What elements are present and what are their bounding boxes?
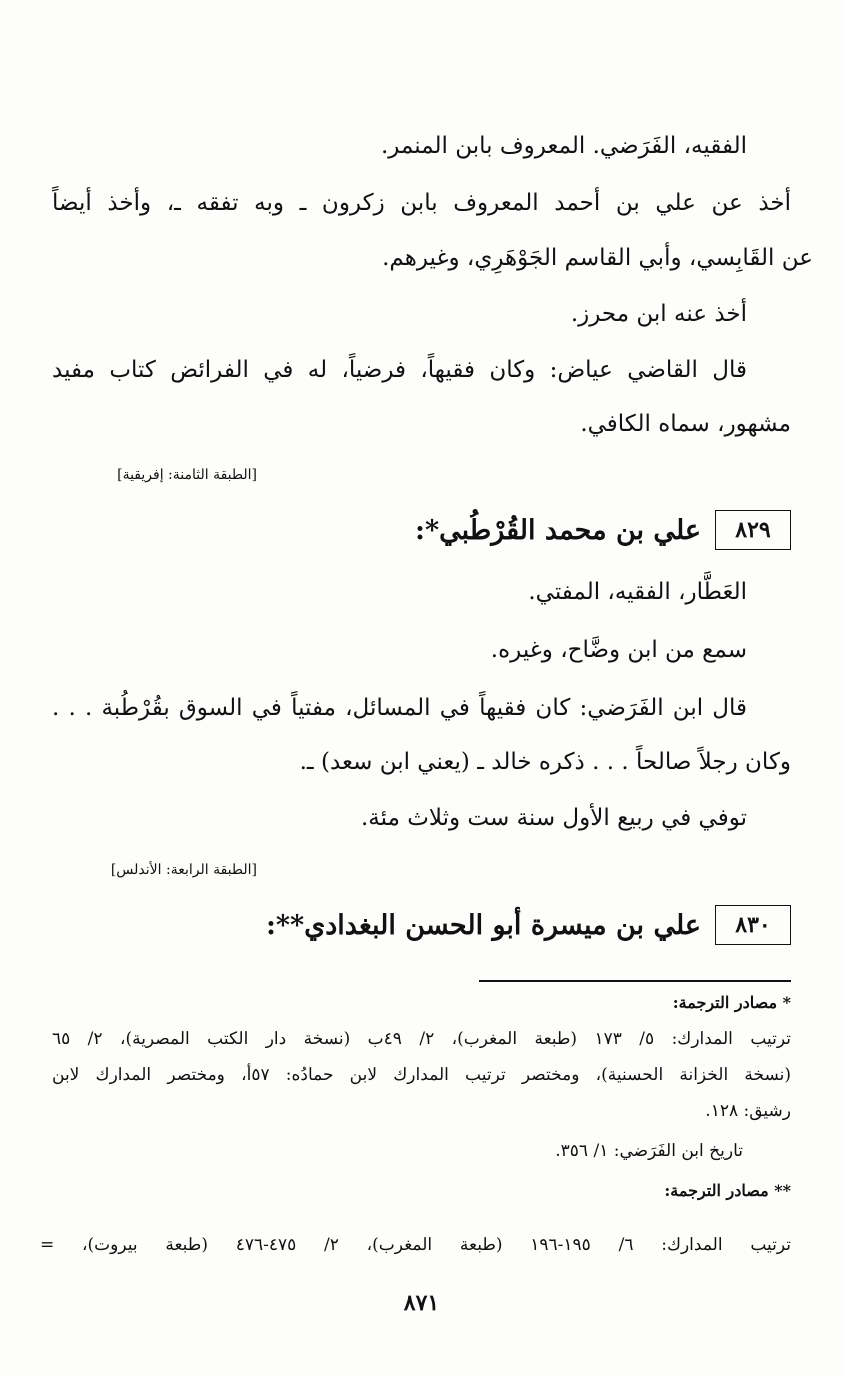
entry-828-line-2: أخذ عن علي بن أحمد المعروف بابن زكرون ـ وبه تفقه ـ، وأخذ أيضاً — [52, 190, 791, 216]
footnote-2-line-1: ترتيب المدارك: ٦/ ١٩٥-١٩٦ (طبعة المغرب)، ٢/ ٤٧٥-٤٧٦ (طبعة بيروت)، = — [40, 1235, 791, 1255]
entry-828-line-3: عن القَابِسي، وأبي القاسم الجَوْهَرِي، وغيرهم. — [382, 245, 813, 271]
footnote-1-line-3: رشيق: ١٢٨. — [705, 1101, 791, 1121]
entry-829-tabaqa-tag: [الطبقة الرابعة: الأندلس] — [110, 862, 257, 878]
footnote-1-line-4: تاريخ ابن الفَرَضي: ١/ ٣٥٦. — [555, 1141, 743, 1161]
entry-828-line-1: الفقيه، الفَرَضي. المعروف بابن المنمر. — [380, 133, 747, 159]
entry-829-line-1: العَطَّار، الفقيه، المفتي. — [528, 579, 747, 605]
entry-828-line-6: مشهور، سماه الكافي. — [580, 411, 791, 437]
footnote-1-line-2: (نسخة الخزانة الحسنية)، ومختصر ترتيب المدارك لابن حمادُه: ٥٧أ، ومختصر المدارك لابن — [52, 1065, 791, 1085]
entry-828-line-4: أخذ عنه ابن محرز. — [570, 301, 747, 327]
entry-830-heading — [266, 905, 791, 945]
entry-829-line-3: قال ابن الفَرَضي: كان فقيهاً في المسائل، مفتياً في السوق بقُرْطُبة . . . — [52, 695, 747, 721]
entry-829-line-5: توفي في ربيع الأول سنة ست وثلاث مئة. — [361, 805, 747, 831]
entry-828-line-5: قال القاضي عياض: وكان فقيهاً، فرضياً، له في الفرائض كتاب مفيد — [52, 357, 747, 383]
footnote-separator — [479, 980, 791, 982]
entry-829-number: ٨٢٩ — [715, 510, 791, 550]
entry-829-line-4: وكان رجلاً صالحاً . . . ذكره خالد ـ (يعني ابن سعد) ـ. — [299, 749, 791, 775]
footnote-1-heading: * مصادر الترجمة: — [672, 993, 791, 1012]
entry-828-tabaqa-tag: [الطبقة الثامنة: إفريقية] — [117, 467, 257, 483]
footnote-1-line-1: ترتيب المدارك: ٥/ ١٧٣ (طبعة المغرب)، ٢/ ٤٩ب (نسخة دار الكتب المصرية)، ٢/ ٦٥ — [52, 1029, 791, 1049]
entry-830-title: علي بن ميسرة أبو الحسن البغدادي**: — [265, 909, 701, 941]
entry-829-line-2: سمع من ابن وضَّاح، وغيره. — [490, 637, 747, 663]
footnote-2-heading: ** مصادر الترجمة: — [664, 1181, 791, 1200]
entry-829-heading — [415, 510, 791, 550]
page-number: ٨٧١ — [403, 1290, 440, 1316]
entry-830-number: ٨٣٠ — [715, 905, 791, 945]
entry-829-title: علي بن محمد القُرْطُبي*: — [414, 514, 701, 546]
